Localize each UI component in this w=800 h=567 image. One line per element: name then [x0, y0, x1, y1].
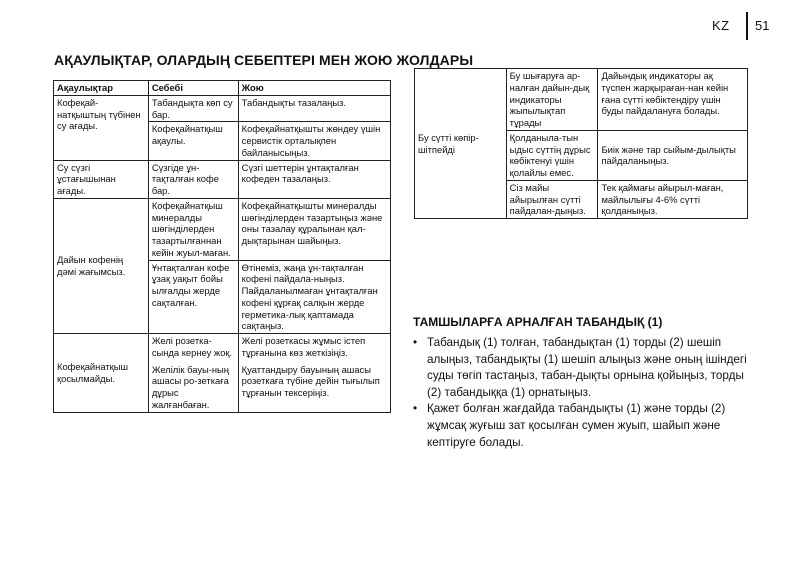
- cause-cell: Кофеқайнатқыш ақаулы.: [148, 122, 238, 160]
- instruction-list: [411, 335, 761, 451]
- section-title: ТАМШЫЛАРҒА АРНАЛҒАН ТАБАНДЫҚ (1): [413, 315, 663, 329]
- troubleshooting-table-continued: [414, 68, 748, 219]
- cause-part: Желі розетка-сында кернеу жоқ.: [151, 335, 233, 358]
- solution-part: Қуаттандыру бауының ашасы розеткаға түбіне дейін тығылып тұрғанын тексеріңіз.: [241, 363, 380, 398]
- cause-cell: Бу шығаруға ар-налған дайын-дық индикаторы жыпылықтап тұрады: [506, 69, 598, 131]
- table-row: [54, 95, 391, 122]
- problem-cell: Су сүзгі ұстағышынан ағады.: [54, 160, 149, 198]
- solution-cell: Кофеқайнатқышты минералды шөгінділерден тазартыңыз және оны тазалау құралынан қал-дықтарынан шайыңыз.: [238, 198, 390, 260]
- table-row: [54, 160, 391, 198]
- solution-cell: Тек қаймағы айырыл-маған, майлылығы 4-6% сүтті қолданыңыз.: [598, 180, 748, 218]
- cause-cell: Сүзгіде ұн-тақталған кофе бар.: [148, 160, 238, 198]
- problem-cell: Кофеқайнатқыш қосылмайды.: [54, 334, 149, 413]
- problem-cell: Дайын кофенің дәмі жағымсыз.: [54, 198, 149, 333]
- cause-part: Желілік бауы-ның ашасы ро-зеткаға дұрыс жалғанбаған.: [151, 363, 229, 410]
- cause-cell: [148, 334, 238, 413]
- cause-cell: Табандықта көп су бар.: [148, 95, 238, 122]
- header-divider: [746, 12, 748, 40]
- table-row: [54, 334, 391, 413]
- header-solution: Жою: [238, 81, 390, 96]
- cause-cell: Ұнтақталған кофе ұзақ уақыт бойы ылғалды жерде сақталған.: [148, 260, 238, 334]
- solution-cell: Биік және тар сыйым-дылықты пайдаланыңыз.: [598, 130, 748, 180]
- problem-cell: Бу сүтті көпір-шітпейді: [415, 69, 507, 219]
- language-code: KZ: [712, 18, 730, 33]
- page-title: АҚАУЛЫҚТАР, ОЛАРДЫҢ СЕБЕПТЕРІ МЕН ЖОЮ ЖОЛДАРЫ: [54, 52, 474, 68]
- solution-cell: Сүзгі шеттерін ұнтақталған кофеден тазалаңыз.: [238, 160, 390, 198]
- solution-cell: [238, 334, 390, 413]
- table-row: [54, 198, 391, 260]
- cause-cell: Қолданыла-тын ыдыс сүттің дұрыс көбіктенуі үшін қолайлы емес.: [506, 130, 598, 180]
- table-header-row: [54, 81, 391, 96]
- problem-cell: Кофеқай-натқыштың түбінен су ағады.: [54, 95, 149, 160]
- solution-cell: Дайындық индикаторы ақ түспен жарқыраған-нан кейін ғана сүтті көбіктендіру үшін буды пайдалануға болады.: [598, 69, 748, 131]
- list-item: • Табандық (1) толған, табандықтан (1) торды (2) шешіп алыңыз, табандықты (1) шешіп алыңыз және оның ішіндегі суды төгіп тастаңыз, табан-дықты орнына қойыңыз, торды (2) табандыққа (1) орнатыңыз.: [411, 335, 761, 401]
- troubleshooting-table: [53, 80, 391, 413]
- list-item: • Қажет болған жағдайда табандықты (1) және торды (2) жұмсақ жуғыш зат қосылған сумен жуып, шайып және кептіруге болады.: [411, 401, 761, 451]
- cause-cell: Кофеқайнатқыш минералды шөгінділерден тазартылғаннан кейін жуыл-маған.: [148, 198, 238, 260]
- header-problem: Ақаулықтар: [54, 81, 149, 96]
- solution-cell: Табандықты тазалаңыз.: [238, 95, 390, 122]
- solution-cell: Өтінеміз, жаңа ұн-тақталған кофені пайдала-ныңыз. Пайдаланылмаған ұнтақталған кофені құрғақ салқын жерде герметика-лық қаптамада сақтаңыз.: [238, 260, 390, 334]
- cause-cell: Сіз майы айырылған сүтті пайдалан-дыңыз.: [506, 180, 598, 218]
- solution-cell: Кофеқайнатқышты жөндеу үшін сервистік орталықпен байланысыңыз.: [238, 122, 390, 160]
- page-number: 51: [755, 18, 770, 33]
- solution-part: Желі розеткасы жұмыс істеп тұрғанына көз жеткізіңіз.: [241, 335, 366, 358]
- table-row: [415, 69, 748, 131]
- header-cause: Себебі: [148, 81, 238, 96]
